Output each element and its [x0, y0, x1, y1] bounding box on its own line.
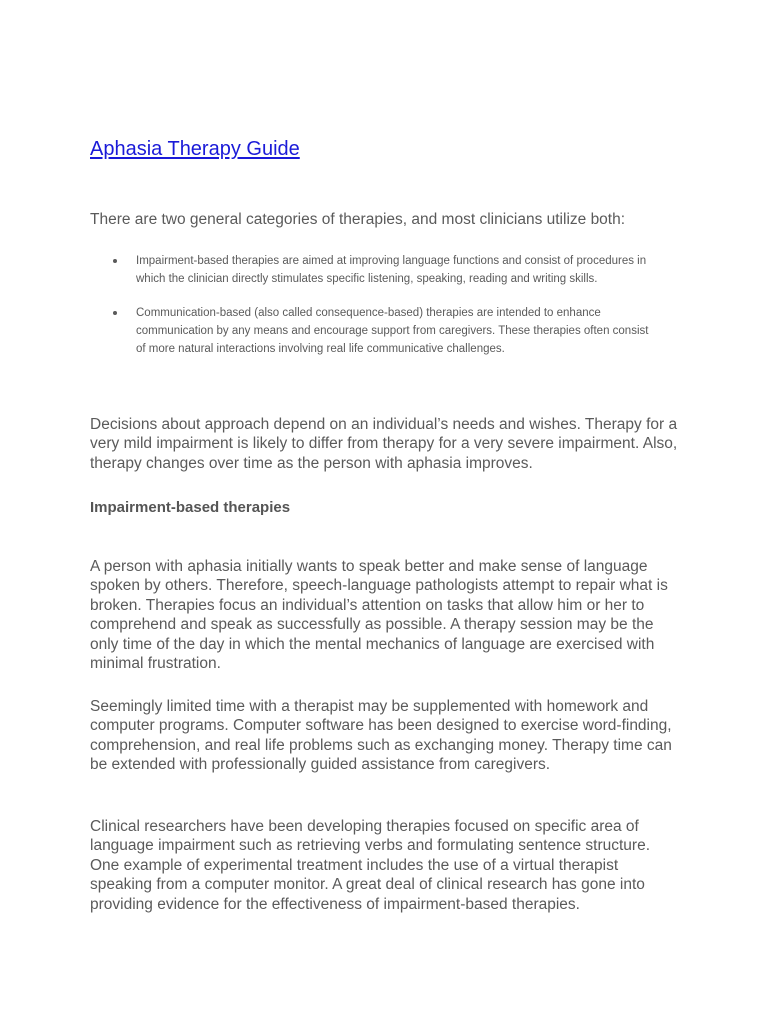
bullet-icon: [113, 259, 117, 263]
document-title-link[interactable]: Aphasia Therapy Guide: [90, 138, 300, 160]
list-item-text: Impairment-based therapies are aimed at improving language functions and consist of procedures in which the clinician directly stimulates specific listening, speaking, reading and writing skills.: [136, 255, 647, 285]
therapy-categories-list: [90, 252, 680, 358]
paragraph-approach: Decisions about approach depend on an individual’s needs and wishes. Therapy for a very mild impairment is likely to differ from therapy for a very severe impairment. Also, therapy changes over time as the person with aphasia improves.: [90, 415, 678, 472]
intro-text: There are two general categories of therapies, and most clinicians utilize both:: [90, 211, 626, 228]
paragraph-research: Clinical researchers have been developing therapies focused on specific area of language impairment such as retrieving verbs and formulating sentence structure. One example of experimental treatment includes the use of a virtual therapist speaking from a computer monitor. A great deal of clinical research has gone into providing evidence for the effectiveness of impairment-based therapies.: [90, 817, 651, 913]
list-item: [90, 304, 680, 358]
paragraph-impairment: A person with aphasia initially wants to speak better and make sense of language spoken by others. Therefore, speech-language pathologists attempt to repair what is broken. Therapies focus an individual’s attention on tasks that allow him or her to comprehend and speak as successfully as possible. A therapy session may be the only time of the day in which the mental mechanics of language are exercised with minimal frustration.: [90, 557, 668, 672]
section-heading: Impairment-based therapies: [90, 499, 291, 516]
list-item-text: Communication-based (also called consequence-based) therapies are intended to enhance communication by any means and encourage support from caregivers. These therapies often consist of more natural interactions involving real life communicative challenges.: [136, 307, 649, 355]
paragraph-homework: Seemingly limited time with a therapist may be supplemented with homework and computer programs. Computer software has been designed to exercise word-finding, comprehension, and real life problems such as exchanging money. Therapy time can be extended with professionally guided assistance from caregivers.: [90, 697, 672, 773]
list-item: [90, 252, 680, 288]
bullet-icon: [113, 311, 117, 315]
